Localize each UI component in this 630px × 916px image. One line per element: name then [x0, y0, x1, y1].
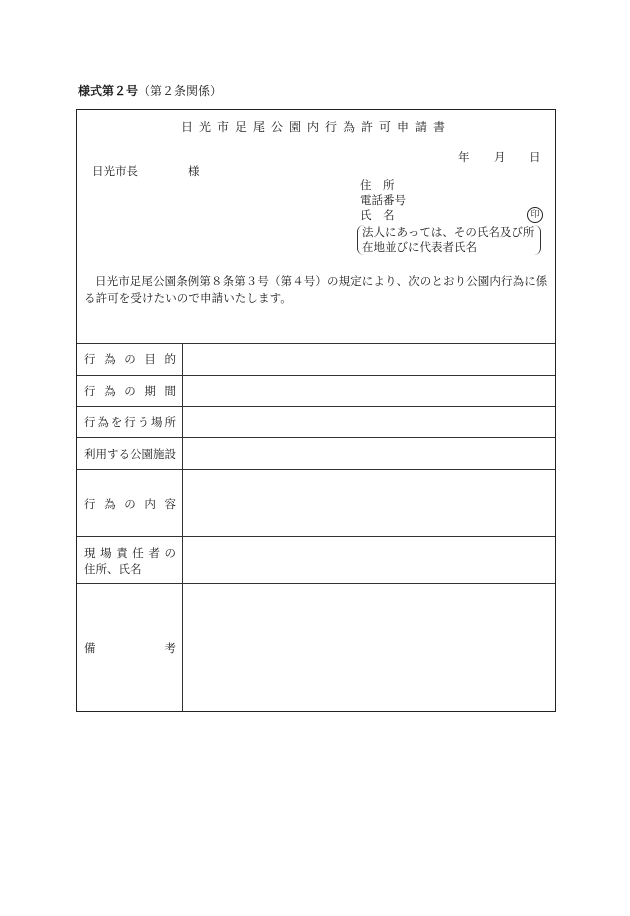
- purpose-input-cell[interactable]: [184, 344, 555, 374]
- label-char: 行: [84, 497, 96, 511]
- label-text: 住所、氏名: [84, 562, 142, 576]
- addressee-honorific: 様: [188, 164, 200, 178]
- place-input-cell[interactable]: [184, 407, 555, 436]
- period-input-cell[interactable]: [184, 376, 555, 405]
- label-char: 行: [124, 415, 136, 429]
- corporate-note-line-1: 法人にあっては、その氏名及び所: [362, 225, 535, 239]
- label-char: 為: [104, 497, 116, 511]
- row-label-manager-address: [84, 561, 176, 577]
- form-number-relation: （第２条関係）: [138, 84, 223, 98]
- label-char: の: [124, 384, 136, 398]
- label-char: の: [164, 546, 176, 560]
- applicant-phone-label[interactable]: 電話番号: [360, 193, 406, 207]
- label-char: の: [124, 497, 136, 511]
- table-column-divider: [182, 343, 183, 711]
- label-char: 所: [164, 415, 176, 429]
- label-char: 為: [104, 352, 116, 366]
- row-label-facility: [84, 446, 176, 462]
- label-char: 行: [84, 352, 96, 366]
- row-label-place: [84, 414, 176, 430]
- date-day-label[interactable]: 日: [529, 150, 541, 164]
- facility-input-cell[interactable]: [184, 438, 555, 468]
- form-number: [78, 82, 222, 99]
- date-year-label[interactable]: 年: [458, 150, 470, 164]
- applicant-address-label[interactable]: 住 所: [360, 178, 395, 192]
- label-text: 利用する公園施設: [84, 447, 176, 461]
- label-char: 為: [97, 415, 109, 429]
- application-statement: 日光市足尾公園条例第８条第３号（第４号）の規定により、次のとおり公園内行為に係る許可を受けたいので申請いたします。: [84, 274, 548, 305]
- label-char: 行: [84, 415, 96, 429]
- label-char: 者: [148, 546, 160, 560]
- label-char: 期: [144, 384, 156, 398]
- date-month-label[interactable]: 月: [494, 150, 506, 164]
- label-char: 場: [100, 546, 112, 560]
- label-char: 責: [116, 546, 128, 560]
- label-char: 行: [84, 384, 96, 398]
- label-char: 間: [164, 384, 176, 398]
- row-label-manager: [84, 545, 176, 561]
- label-char: 考: [164, 641, 176, 655]
- label-char: 内: [144, 497, 156, 511]
- manager-input-cell[interactable]: [184, 537, 555, 582]
- label-char: 目: [144, 352, 156, 366]
- label-char: 備: [84, 641, 96, 655]
- addressee-name: 日光市長: [92, 164, 138, 178]
- label-char: 為: [104, 384, 116, 398]
- remarks-input-cell[interactable]: [184, 584, 555, 710]
- label-char: の: [124, 352, 136, 366]
- corporate-note-line-2: 在地並びに代表者氏名: [362, 240, 477, 254]
- label-char: を: [110, 415, 123, 429]
- row-label-content: [84, 496, 176, 512]
- row-label-remarks: [84, 640, 176, 656]
- applicant-name-label[interactable]: 氏 名: [360, 208, 395, 222]
- form-title: 日光市足尾公園内行為許可申請書: [180, 120, 451, 134]
- label-char: う: [137, 415, 150, 429]
- label-char: 容: [164, 497, 176, 511]
- seal-icon: 印: [527, 207, 543, 223]
- label-char: 現: [84, 546, 96, 560]
- row-label-purpose: [84, 351, 176, 367]
- label-char: 場: [151, 415, 163, 429]
- content-input-cell[interactable]: [184, 470, 555, 535]
- row-label-period: [84, 383, 176, 399]
- form-number-main: 様式第２号: [78, 84, 139, 98]
- label-char: 任: [132, 546, 144, 560]
- label-char: 的: [164, 352, 176, 366]
